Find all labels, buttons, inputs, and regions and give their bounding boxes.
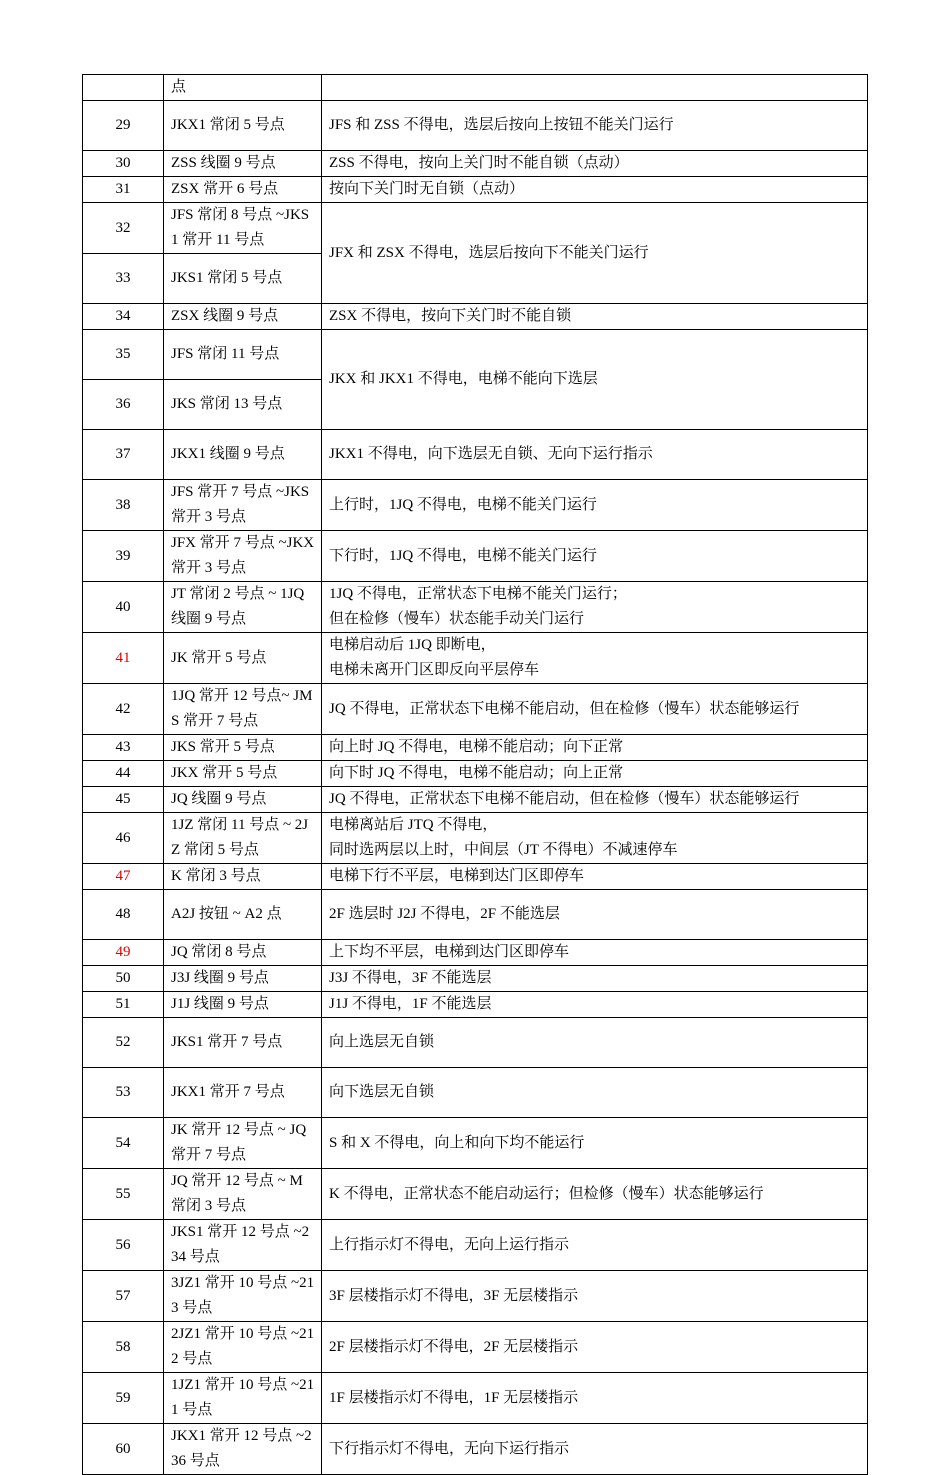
- fault-point: JFS 常闭 8 号点 ~JKS1 常开 11 号点: [164, 203, 322, 254]
- fault-point: 点: [164, 75, 322, 101]
- fault-description: [322, 813, 868, 864]
- fault-description: [322, 761, 868, 787]
- description-line: 同时选两层以上时，中间层（JT 不得电）不减速停车: [329, 842, 678, 858]
- row-number: 51: [83, 992, 164, 1018]
- table-row: [83, 430, 868, 480]
- table-row: [83, 1118, 868, 1169]
- table-row: [83, 101, 868, 151]
- table-row: [83, 1018, 868, 1068]
- fault-description: [322, 151, 868, 177]
- row-number: 54: [83, 1118, 164, 1169]
- table-row: [83, 177, 868, 203]
- fault-point: JKX1 常开 7 号点: [164, 1068, 322, 1118]
- table-row: [83, 1424, 868, 1475]
- fault-description: [322, 1018, 868, 1068]
- row-number: 43: [83, 735, 164, 761]
- description-line: ZSX 不得电，按向下关门时不能自锁: [329, 308, 572, 324]
- description-line: 下行时，1JQ 不得电，电梯不能关门运行: [329, 547, 597, 564]
- row-number: 46: [83, 813, 164, 864]
- fault-point: JFX 常开 7 号点 ~JKX 常开 3 号点: [164, 531, 322, 582]
- fault-point: ZSX 线圈 9 号点: [164, 304, 322, 330]
- fault-point: JKS 常开 5 号点: [164, 735, 322, 761]
- row-number: 31: [83, 177, 164, 203]
- description-line: 上行时，1JQ 不得电，电梯不能关门运行: [329, 496, 597, 513]
- row-number: 52: [83, 1018, 164, 1068]
- row-number: 49: [83, 940, 164, 966]
- row-number: 33: [83, 254, 164, 304]
- description-line: 2F 选层时 J2J 不得电，2F 不能选层: [329, 906, 560, 922]
- fault-point: JKX 常开 5 号点: [164, 761, 322, 787]
- row-number: 42: [83, 684, 164, 735]
- fault-description: [322, 787, 868, 813]
- fault-description: [322, 304, 868, 330]
- fault-point: JT 常闭 2 号点 ~ 1JQ 线圈 9 号点: [164, 582, 322, 633]
- fault-point: JQ 常闭 8 号点: [164, 940, 322, 966]
- description-line: 3F 层楼指示灯不得电，3F 无层楼指示: [329, 1287, 579, 1304]
- fault-point: 2JZ1 常开 10 号点 ~212 号点: [164, 1322, 322, 1373]
- fault-description: [322, 890, 868, 940]
- table-row: [83, 735, 868, 761]
- fault-point: JK 常开 5 号点: [164, 633, 322, 684]
- description-line: JFS 和 ZSS 不得电，选层后按向上按钮不能关门运行: [329, 117, 674, 133]
- fault-description: [322, 101, 868, 151]
- table-row: [83, 1271, 868, 1322]
- row-number: 59: [83, 1373, 164, 1424]
- fault-point: JKS1 常闭 5 号点: [164, 254, 322, 304]
- description-line: 上行指示灯不得电，无向上运行指示: [329, 1236, 570, 1253]
- table-row: [83, 1322, 868, 1373]
- fault-description: [322, 1373, 868, 1424]
- fault-description: [322, 1322, 868, 1373]
- row-number: 41: [83, 633, 164, 684]
- table-row: [83, 966, 868, 992]
- table-row: [83, 1068, 868, 1118]
- fault-point: A2J 按钮 ~ A2 点: [164, 890, 322, 940]
- fault-table-body: [83, 75, 868, 1475]
- description-line: 1JQ 不得电，正常状态下电梯不能关门运行；: [329, 586, 627, 602]
- table-row: [83, 992, 868, 1018]
- table-row: [83, 1169, 868, 1220]
- table-row: [83, 940, 868, 966]
- description-line: 电梯下行不平层，电梯到达门区即停车: [329, 868, 585, 884]
- row-number: 47: [83, 864, 164, 890]
- description-line: 下行指示灯不得电，无向下运行指示: [329, 1440, 570, 1457]
- fault-point: JKS1 常开 12 号点 ~234 号点: [164, 1220, 322, 1271]
- table-row: [83, 684, 868, 735]
- row-number: 44: [83, 761, 164, 787]
- fault-point: JFS 常开 7 号点 ~JKS 常开 3 号点: [164, 480, 322, 531]
- table-row: [83, 1373, 868, 1424]
- row-number: 34: [83, 304, 164, 330]
- table-row: [83, 304, 868, 330]
- fault-description: [322, 633, 868, 684]
- fault-point: JKS 常闭 13 号点: [164, 380, 322, 430]
- fault-point: J1J 线圈 9 号点: [164, 992, 322, 1018]
- row-number: 55: [83, 1169, 164, 1220]
- fault-description: [322, 940, 868, 966]
- description-line: JQ 不得电，正常状态下电梯不能启动，但在检修（慢车）状态能够运行: [329, 700, 800, 717]
- fault-point: J3J 线圈 9 号点: [164, 966, 322, 992]
- fault-point: JK 常开 12 号点 ~ JQ 常开 7 号点: [164, 1118, 322, 1169]
- row-number: 45: [83, 787, 164, 813]
- description-line: 2F 层楼指示灯不得电，2F 无层楼指示: [329, 1338, 579, 1355]
- table-row: [83, 633, 868, 684]
- fault-description: [322, 966, 868, 992]
- table-row: [83, 864, 868, 890]
- fault-description: [322, 1424, 868, 1475]
- fault-description: [322, 177, 868, 203]
- fault-point: JKS1 常开 7 号点: [164, 1018, 322, 1068]
- fault-point: JKX1 常闭 5 号点: [164, 101, 322, 151]
- fault-point: JFS 常闭 11 号点: [164, 330, 322, 380]
- fault-description: [322, 531, 868, 582]
- table-row: [83, 330, 868, 380]
- description-line: 电梯启动后 1JQ 即断电，: [329, 637, 496, 653]
- description-line: 但在检修（慢车）状态能手动关门运行: [329, 611, 585, 627]
- row-number: 60: [83, 1424, 164, 1475]
- description-line: J1J 不得电，1F 不能选层: [329, 996, 492, 1012]
- fault-description: [322, 430, 868, 480]
- fault-description: [322, 684, 868, 735]
- description-line: 向上时 JQ 不得电，电梯不能启动；向下正常: [329, 739, 624, 755]
- fault-description: [322, 735, 868, 761]
- description-line: 电梯离站后 JTQ 不得电，: [329, 817, 498, 833]
- table-row: [83, 480, 868, 531]
- row-number: 48: [83, 890, 164, 940]
- row-number: 30: [83, 151, 164, 177]
- row-number: 58: [83, 1322, 164, 1373]
- description-line: 电梯未离开门区即反向平层停车: [329, 662, 540, 678]
- row-number: 53: [83, 1068, 164, 1118]
- fault-point: 1JQ 常开 12 号点~ JMS 常开 7 号点: [164, 684, 322, 735]
- table-row: [83, 151, 868, 177]
- fault-description: [322, 203, 868, 304]
- table-row: [83, 203, 868, 254]
- fault-description: [322, 1068, 868, 1118]
- fault-point: JQ 常开 12 号点 ~ M 常闭 3 号点: [164, 1169, 322, 1220]
- row-number: [83, 75, 164, 101]
- table-row: [83, 1220, 868, 1271]
- fault-description: [322, 1220, 868, 1271]
- row-number: 36: [83, 380, 164, 430]
- description-line: 上下均不平层，电梯到达门区即停车: [329, 944, 570, 960]
- description-line: JKX 和 JKX1 不得电，电梯不能向下选层: [329, 371, 598, 387]
- table-row: [83, 75, 868, 101]
- description-line: 向上选层无自锁: [329, 1034, 435, 1050]
- fault-point: JQ 线圈 9 号点: [164, 787, 322, 813]
- table-row: [83, 531, 868, 582]
- table-row: [83, 582, 868, 633]
- row-number: 39: [83, 531, 164, 582]
- fault-description: [322, 582, 868, 633]
- description-line: S 和 X 不得电，向上和向下均不能运行: [329, 1134, 585, 1151]
- fault-point: 3JZ1 常开 10 号点 ~213 号点: [164, 1271, 322, 1322]
- description-line: 按向下关门时无自锁（点动）: [329, 181, 525, 197]
- fault-description: [322, 480, 868, 531]
- fault-description: [322, 864, 868, 890]
- row-number: 29: [83, 101, 164, 151]
- table-row: [83, 761, 868, 787]
- row-number: 37: [83, 430, 164, 480]
- fault-table: [82, 74, 868, 1475]
- fault-description: [322, 75, 868, 101]
- fault-point: 1JZ1 常开 10 号点 ~211 号点: [164, 1373, 322, 1424]
- description-line: J3J 不得电，3F 不能选层: [329, 970, 492, 986]
- fault-description: [322, 992, 868, 1018]
- row-number: 56: [83, 1220, 164, 1271]
- row-number: 57: [83, 1271, 164, 1322]
- table-row: [83, 890, 868, 940]
- row-number: 40: [83, 582, 164, 633]
- fault-point: ZSX 常开 6 号点: [164, 177, 322, 203]
- fault-point: JKX1 线圈 9 号点: [164, 430, 322, 480]
- row-number: 38: [83, 480, 164, 531]
- fault-description: [322, 1118, 868, 1169]
- fault-point: JKX1 常开 12 号点 ~236 号点: [164, 1424, 322, 1475]
- fault-description: [322, 330, 868, 430]
- row-number: 50: [83, 966, 164, 992]
- row-number: 35: [83, 330, 164, 380]
- fault-description: [322, 1169, 868, 1220]
- table-row: [83, 787, 868, 813]
- fault-point: 1JZ 常闭 11 号点 ~ 2JZ 常闭 5 号点: [164, 813, 322, 864]
- description-line: 向下选层无自锁: [329, 1084, 435, 1100]
- description-line: JFX 和 ZSX 不得电，选层后按向下不能关门运行: [329, 244, 649, 261]
- fault-description: [322, 1271, 868, 1322]
- description-line: 向下时 JQ 不得电，电梯不能启动；向上正常: [329, 765, 624, 781]
- fault-point: ZSS 线圈 9 号点: [164, 151, 322, 177]
- fault-point: K 常闭 3 号点: [164, 864, 322, 890]
- description-line: ZSS 不得电，按向上关门时不能自锁（点动）: [329, 155, 629, 171]
- description-line: JKX1 不得电，向下选层无自锁、无向下运行指示: [329, 446, 653, 462]
- description-line: JQ 不得电，正常状态下电梯不能启动，但在检修（慢车）状态能够运行: [329, 791, 800, 807]
- description-line: 1F 层楼指示灯不得电，1F 无层楼指示: [329, 1389, 579, 1406]
- row-number: 32: [83, 203, 164, 254]
- description-line: K 不得电，正常状态不能启动运行；但检修（慢车）状态能够运行: [329, 1185, 764, 1202]
- table-row: [83, 813, 868, 864]
